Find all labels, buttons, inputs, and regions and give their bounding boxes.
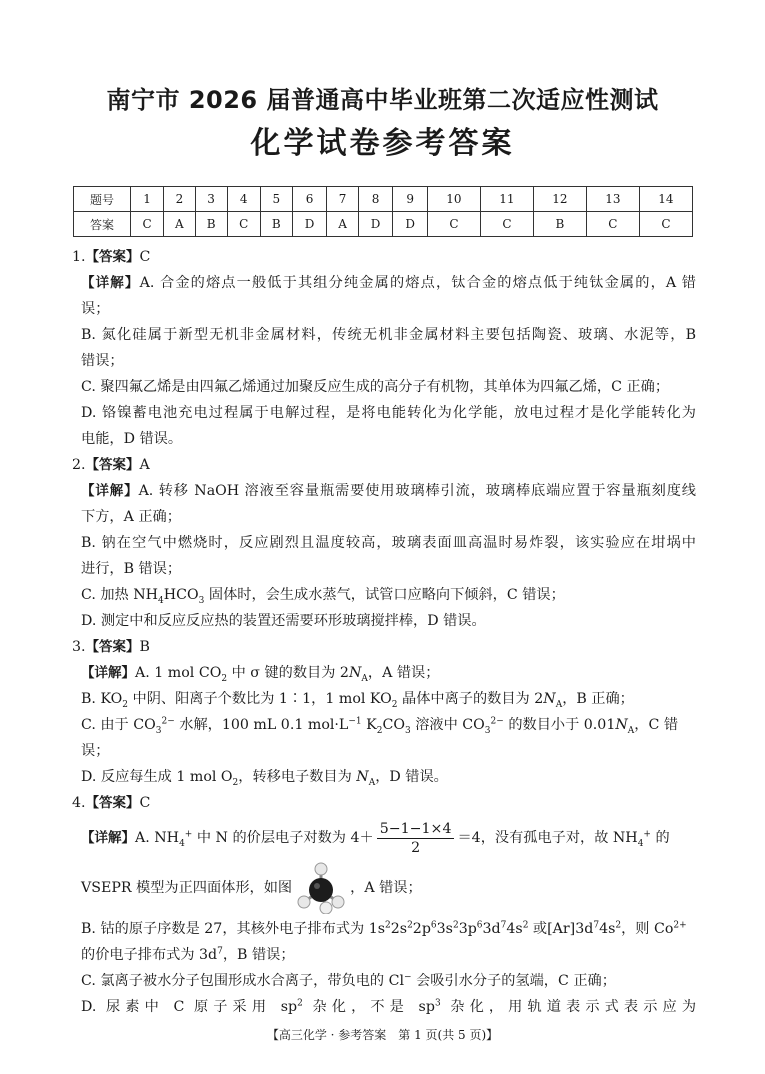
number-cell: 5	[260, 187, 292, 212]
q3-detail-d: D. 反应每生成 1 mol $O_2$，转移电子数目为 $N_A$，D 错误。	[81, 769, 448, 788]
q2-detail-a: 【详解】A. 转移 NaOH 溶液至容量瓶需要使用玻璃棒引流，玻璃棒底端应置于容量瓶刻度线	[81, 483, 696, 499]
q3-answer-line: 3.【答案】B	[72, 639, 150, 655]
number-cell: 10	[427, 187, 480, 212]
answer-cell: C	[227, 212, 260, 237]
number-cell: 8	[358, 187, 393, 212]
q2-detail-a-cont: 下方，A 正确；	[81, 509, 181, 525]
row-label-answer: 答案	[74, 212, 131, 237]
q1-detail-a: 【详解】A. 合金的熔点一般低于其组分纯金属的熔点，钛合金的熔点低于纯钛金属的，A 错	[81, 275, 696, 291]
q2-detail-b-cont: 进行，B 错误；	[81, 561, 182, 577]
answer-cell: B	[533, 212, 586, 237]
q1-detail-b: B. 氮化硅属于新型无机非金属材料，传统无机非金属材料主要包括陶瓷、玻璃、水泥等，B	[81, 327, 696, 343]
exam-title: 南宁市 2026 届普通高中毕业班第二次适应性测试	[106, 86, 659, 114]
valence-fraction: $\frac{5-1-1\times 4}{2}$	[377, 820, 455, 857]
q2-answer-line: 2.【答案】A	[72, 457, 150, 473]
number-cell: 1	[131, 187, 164, 212]
q4-detail-c: C. 氯离子被水分子包围形成水合离子，带负电的 Cl− 会吸引水分子的氢端，C 正确；	[81, 972, 616, 989]
number-cell: 11	[480, 187, 533, 212]
q4-detail-b: B. 钴的原子序数是 27，其核外电子排布式为 $1s^22s^22p^63s^23p^63d^74s^2$ 或$[Ar]3d^74s^2$，则 $Co^{2+}$	[81, 920, 687, 937]
q1-detail-b-cont: 错误；	[81, 353, 124, 369]
number-cell: 3	[195, 187, 227, 212]
tetrahedral-molecule-model	[296, 862, 346, 914]
number-cell: 4	[227, 187, 260, 212]
q4-answer-line: 4.【答案】C	[72, 795, 151, 811]
page-footer: 【高三化学 · 参考答案 第 1 页(共 5 页)】	[266, 1028, 499, 1042]
table-row-answers	[74, 212, 693, 237]
explanations	[72, 244, 696, 1020]
q4-detail-b-cont: 的价电子排布式为 $3d^7$，B 错误；	[81, 946, 295, 963]
q3-detail-c: C. 由于 $CO_3^{2-}$ 水解，100 mL 0.1 $mol\cdot L^{-1}$ $K_2CO_3$ 溶液中 $CO_3^{2-}$ 的数目小于 $0.01N_A$，C 错误；	[81, 716, 679, 759]
exam-subtitle: 化学试卷参考答案	[250, 126, 515, 161]
answer-cell: A	[164, 212, 195, 237]
answer-cell: C	[480, 212, 533, 237]
number-cell: 9	[393, 187, 428, 212]
q1-detail-c: C. 聚四氟乙烯是由四氟乙烯通过加聚反应生成的高分子有机物，其单体为四氟乙烯，C 正确；	[81, 379, 670, 395]
q4-detail-a: 【详解】A. $NH_4^+$ 中 N 的价层电子对数为 4＋ $\frac{5-1-1\times 4}{2}$ ＝4，没有孤电子对，故 $NH_4^+$ 的	[81, 820, 670, 856]
answer-cell: D	[358, 212, 393, 237]
q4-detail-d: D. 尿素中 C 原子采用 $sp^2$ 杂化，不是 $sp^3$ 杂化，用轨道表示式表示应为	[81, 998, 697, 1015]
answer-cell: A	[327, 212, 358, 237]
number-cell: 7	[327, 187, 358, 212]
number-cell: 12	[533, 187, 586, 212]
answer-cell: B	[260, 212, 292, 237]
q1-detail-d: D. 铬镍蓄电池充电过程属于电解过程，是将电能转化为化学能，放电过程才是化学能转化为	[81, 405, 696, 421]
q2-detail-c: C. 加热 $NH_4HCO_3$ 固体时，会生成水蒸气，试管口应略向下倾斜，C 错误；	[81, 587, 565, 606]
answer-cell: B	[195, 212, 227, 237]
number-cell: 2	[164, 187, 195, 212]
answer-cell: D	[292, 212, 327, 237]
answer-cell: C	[131, 212, 164, 237]
q1-answer-line: 1.【答案】C	[72, 249, 151, 265]
answer-table	[73, 186, 693, 237]
number-cell: 13	[586, 187, 639, 212]
number-cell: 6	[292, 187, 327, 212]
q2-detail-b: B. 钠在空气中燃烧时，反应剧烈且温度较高，玻璃表面皿高温时易炸裂，该实验应在坩埚中	[81, 535, 696, 551]
number-cell: 14	[639, 187, 692, 212]
table-row-numbers	[74, 187, 693, 212]
q1-detail-d-cont: 电能，D 错误。	[81, 431, 183, 447]
answer-cell: C	[639, 212, 692, 237]
q3-detail-b: B. $KO_2$ 中阴、阳离子个数比为 1∶1，1 mol $KO_2$ 晶体中离子的数目为 $2N_A$，B 正确；	[81, 691, 634, 710]
answer-cell: D	[393, 212, 428, 237]
answer-cell: C	[427, 212, 480, 237]
q3-detail-a: 【详解】A. 1 mol $CO_2$ 中 σ 键的数目为 $2N_A$，A 错误；	[81, 665, 440, 684]
answer-cell: C	[586, 212, 639, 237]
q1-detail-a-cont: 误；	[81, 301, 110, 317]
row-label-number: 题号	[74, 187, 131, 212]
q2-detail-d: D. 测定中和反应反应热的装置还需要环形玻璃搅拌棒，D 错误。	[81, 613, 486, 629]
q4-vsepr-line: VSEPR 模型为正四面体形，如图 ，A 错误；	[72, 860, 696, 916]
